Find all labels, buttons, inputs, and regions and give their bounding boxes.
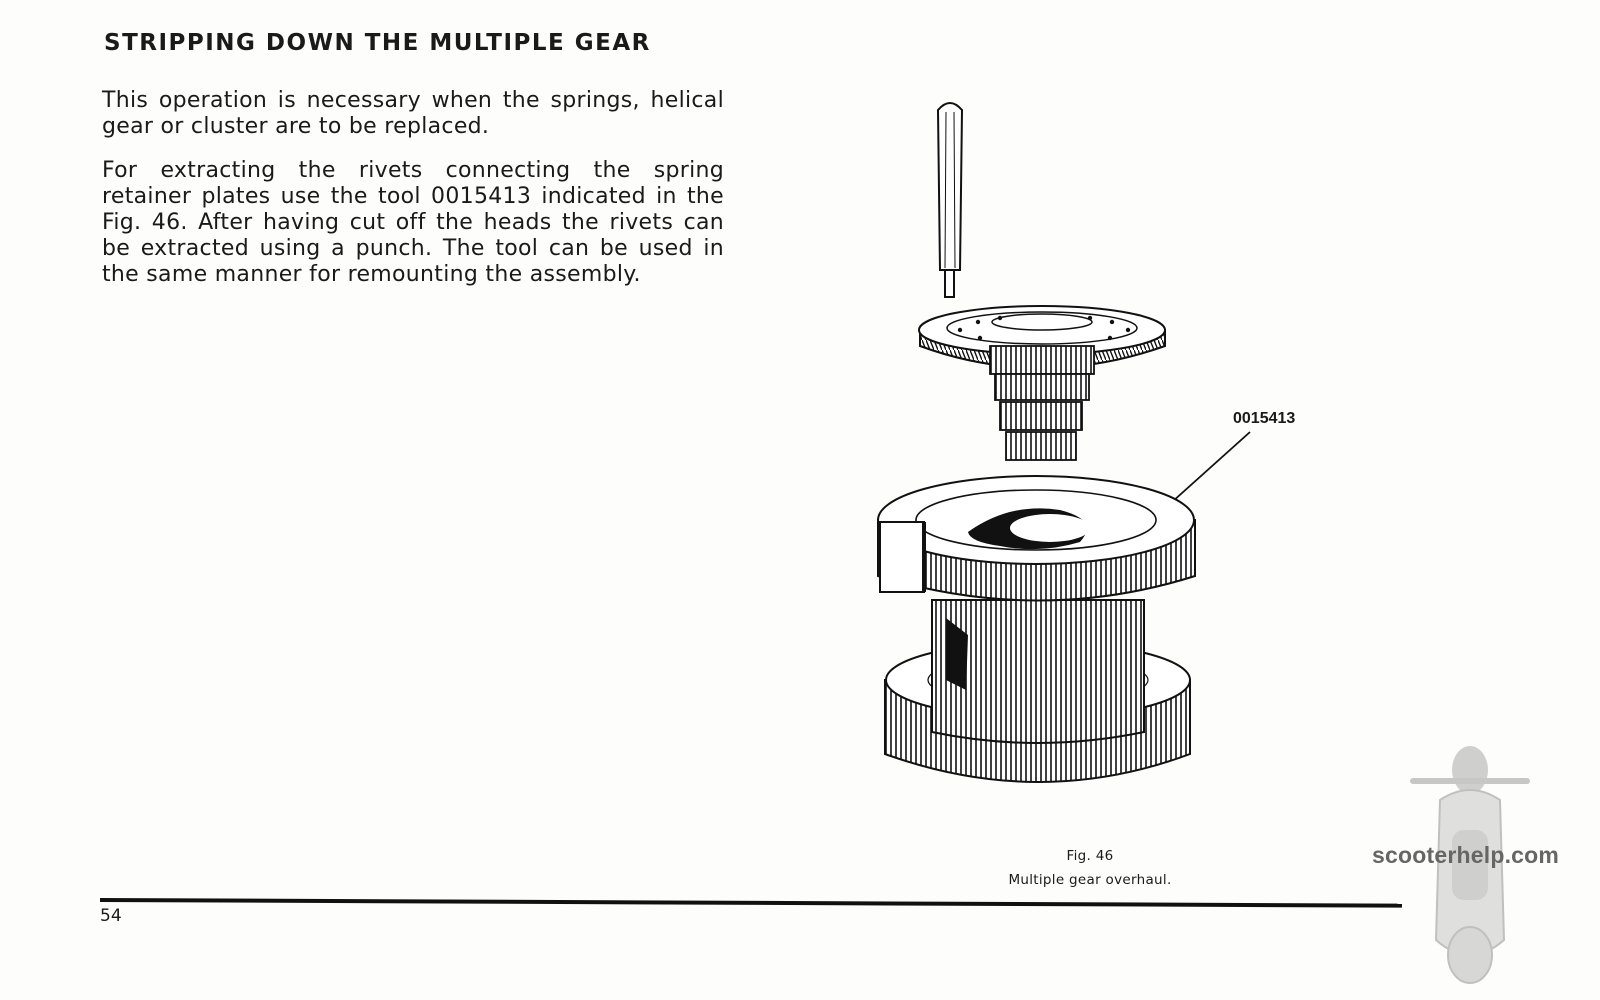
figure-number: Fig. 46: [1066, 848, 1114, 864]
paragraph-intro: This operation is necessary when the springs, helical gear or cluster are to be replaced.: [102, 88, 724, 139]
punch-tool: [938, 103, 962, 297]
page-number: 54: [100, 906, 122, 926]
helical-gear-cluster: [919, 306, 1165, 460]
multiple-gear-illustration: [850, 90, 1270, 810]
extraction-tool-0015413: [878, 476, 1195, 782]
paragraph-procedure: For extracting the rivets connecting the spring retainer plates use the tool 0015413 indicated in the Fig. 46. After having cut off the heads the rivets can be extracted using a punch. The tool can be used in the same manner for remounting the assembly.: [102, 158, 724, 287]
page-title: STRIPPING DOWN THE MULTIPLE GEAR: [104, 30, 651, 56]
figure-multiple-gear: [850, 90, 1270, 810]
part-number-label: 0015413: [1233, 410, 1296, 427]
leader-line: [1172, 432, 1250, 502]
footer-rule: [100, 898, 1402, 908]
figure-caption: Multiple gear overhaul.: [1008, 872, 1172, 888]
watermark-text: scooterhelp.com: [1372, 842, 1560, 868]
